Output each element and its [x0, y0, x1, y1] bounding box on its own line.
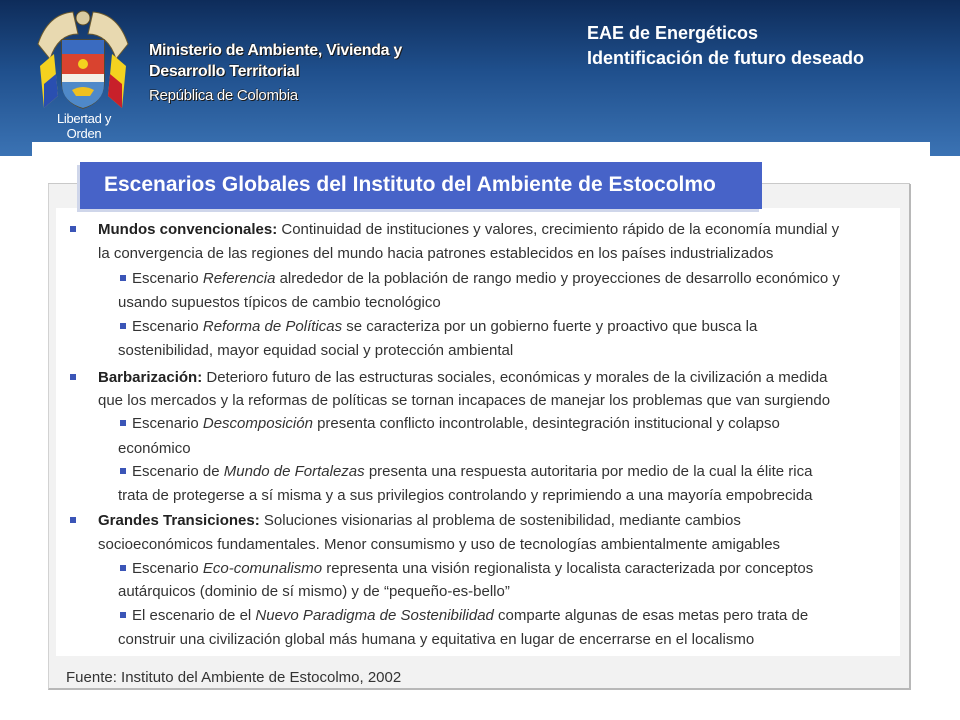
sub-bullet-square-icon — [120, 565, 126, 571]
scenario-new-sustainability-paradigm: El escenario de el Nuevo Paradigma de Sostenibilidad comparte algunas de esas metas pero trata de — [132, 607, 809, 624]
scenario-breakdown: Escenario Descomposición presenta conflicto incontrolable, desintegración institucional y colapso — [132, 415, 780, 432]
scenario-reference: Escenario Referencia alrededor de la población de rango medio y proyecciones de desarrollo económico y — [132, 270, 840, 287]
scenario-fortress-world: Escenario de Mundo de Fortalezas presenta una respuesta autoritaria por medio de la cual la élite rica — [132, 463, 813, 480]
scenario-text: sostenibilidad, mayor equidad social y protección ambiental — [118, 342, 514, 359]
source-citation: Fuente: Instituto del Ambiente de Estocolmo, 2002 — [66, 669, 402, 686]
national-motto: Libertad y Orden — [56, 111, 112, 141]
sub-bullet-square-icon — [120, 323, 126, 329]
topic-line-1: EAE de Energéticos — [587, 23, 759, 43]
section-text: que los mercados y la reformas de políticas se tornan incapaces de manejar los problemas que van surgiendo — [98, 392, 831, 409]
content-strip — [32, 142, 930, 160]
republic-label: República de Colombia — [149, 87, 298, 104]
slide-title-box — [80, 162, 762, 209]
scenario-text: económico — [118, 440, 191, 457]
bullet-square-icon — [70, 226, 76, 232]
slide-header — [0, 0, 960, 156]
ministry-name: Ministerio de Ambiente, Vivienda y Desarrollo Territorial — [149, 42, 402, 80]
sub-bullet-square-icon — [120, 612, 126, 618]
scenario-text: autárquicos (dominio de sí mismo) y de “pequeño-es-bello” — [118, 583, 510, 600]
slide-title: Escenarios Globales del Instituto del Ambiente de Estocolmo — [104, 173, 716, 196]
section-conventional-worlds: Mundos convencionales: Continuidad de instituciones y valores, crecimiento rápido de la economía mundial y — [98, 221, 840, 238]
sub-bullet-square-icon — [120, 275, 126, 281]
section-great-transitions: Grandes Transiciones: Soluciones visionarias al problema de sostenibilidad, mediante cambios — [98, 512, 741, 529]
topic-line-2: Identificación de futuro deseado — [587, 48, 865, 68]
bullet-square-icon — [70, 517, 76, 523]
section-barbarization: Barbarización: Deterioro futuro de las estructuras sociales, económicas y morales de la civilización a medida — [98, 369, 828, 386]
bullet-square-icon — [70, 374, 76, 380]
scenario-text: trata de protegerse a sí misma y a sus privilegios controlando y reprimiendo a una mayoría empobrecida — [118, 487, 813, 504]
section-text: la convergencia de las regiones del mundo hacia patrones establecidos en los países industrializados — [98, 245, 774, 262]
sub-bullet-square-icon — [120, 420, 126, 426]
presentation-topic — [587, 21, 864, 71]
section-text: socioeconómicos fundamentales. Menor consumismo y uso de tecnologías ambientalmente amigables — [98, 536, 781, 553]
scenario-policy-reform: Escenario Reforma de Políticas se caracteriza por un gobierno fuerte y proactivo que busca la — [132, 318, 758, 335]
scenario-text: construir una civilización global más humana y equitativa en lugar de encerrarse en el localismo — [118, 631, 755, 648]
scenario-text: usando supuestos típicos de cambio tecnológico — [118, 294, 441, 311]
scenario-eco-communalism: Escenario Eco-comunalismo representa una visión regionalista y localista caracterizada por conceptos — [132, 560, 814, 577]
sub-bullet-square-icon — [120, 468, 126, 474]
